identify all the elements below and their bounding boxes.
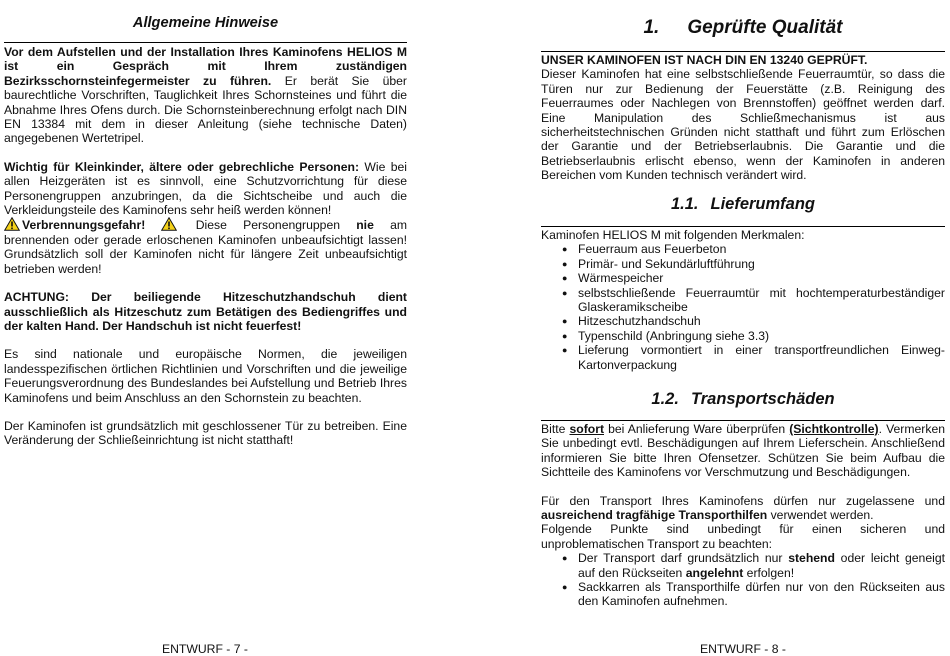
heading-scope-of-delivery (541, 194, 945, 214)
visual-check-bold: (Sichtkontrolle) (789, 422, 879, 436)
leaned-bold: angelehnt (685, 565, 744, 580)
transport-item-text-2: oder leicht geneigt auf den Rückseiten (578, 551, 945, 580)
heading-transport-title: Transportschäden (690, 390, 835, 408)
inspection-text: Bitte (541, 422, 570, 436)
transport-points-intro: Folgende Punkte sind unbedingt für einen sicheren und unproblematischen Transport zu beachten: (541, 522, 945, 551)
inspection-text-3: . Vermerken Sie unbedingt evtl. Beschädigungen auf Ihrem Lieferschein. Anschließend informieren Sie bitte Ihren Ofensetzer. Schützen Sie beim Aufbau die Sichtteile des Kaminofens vor Verschmutzung und Beschädigungen. (541, 422, 945, 480)
inspection-paragraph (541, 422, 945, 480)
children-warning-bold: Wichtig für Kleinkinder, ältere oder gebrechliche Personen: (4, 159, 360, 174)
burn-hazard-paragraph (4, 217, 407, 276)
list-item: ● Sackkarren als Transporthilfe dürfen nur von den Rückseiten aus den Kaminofen aufnehmen. (541, 580, 945, 609)
scope-intro: Kaminofen HELIOS M mit folgenden Merkmalen: (541, 228, 805, 242)
glove-notice: ACHTUNG: Der beiliegende Hitzeschutzhandschuh dient ausschließlich als Hitzeschutz zum Betätigen des Bediengriffes und der kalten Hand. Der Handschuh ist nicht feuerfest! (4, 290, 407, 333)
burn-hazard-label: Verbrennungsgefahr! (22, 218, 146, 233)
immediately-bold: sofort (569, 422, 604, 436)
transport-item-text: Der Transport darf grundsätzlich nur (578, 551, 789, 566)
heading-quality (541, 16, 945, 40)
list-item: ● Hitzeschutzhandschuh (541, 314, 945, 328)
intro-rest: Er berät Sie über baurechtliche Vorschriften, Tauglichkeit Ihres Schornsteines und führt die Abnahme Ihres Ofens durch. Die Schornsteinberechnung erfolgt nach DIN EN 13384 mit dem in dieser Anleitung (siehe technische Daten) angegebenen Wertetripel. (4, 73, 407, 146)
din-certified-line: UNSER KAMINOFEN IST NACH DIN EN 13240 GEPRÜFT. (541, 53, 868, 67)
list-item: ● selbstschließende Feuerraumtür mit hochtemperaturbeständiger Glaskeramikscheibe (541, 286, 945, 315)
heading-transport-number: 1.2. (651, 390, 679, 408)
list-item: ● Typenschild (Anbringung siehe 3.3) (541, 329, 945, 343)
quality-text: Dieser Kaminofen hat eine selbstschließende Feuerraumtür, so dass die Türen nur zur Bedienung der Feuerstätte (z.B. Reinigung des Feuerraumes oder Nachlegen von Brennstoffen) geöffnet werden darf. Eine Manipulation des Schließmechanismus ist aus sicherheitstechnischen Gründen nicht statthaft und führt zum Erlöschen der Garantie und der Betriebserlaubnis. Die Garantie und die Betriebserlaubnis erlischt ebenso, wenn der Kaminofen in anderen Bereichen vom Kunden technisch verändert wird. (541, 67, 945, 183)
warning-triangle-icon (161, 217, 177, 231)
left-page-title: Allgemeine Hinweise (132, 15, 279, 31)
list-item: ● Feuerraum aus Feuerbeton (541, 242, 945, 256)
norms-paragraph: Es sind nationale und europäische Normen, die jeweiligen landesspezifischen örtlichen Richtlinien und Vorschriften und die jeweilige Feuerungsverordnung des Bundeslandes bei Aufstellung und Betrieb Ihres Kaminofens und beim Anschluss an den Schornstein zu beachten. (4, 347, 407, 405)
transport-list (541, 551, 945, 609)
heading-scope-number: 1.1. (670, 195, 699, 213)
warning-triangle-icon (4, 217, 20, 231)
transport-aids-paragraph (541, 494, 945, 523)
transport-aids-text-2: verwendet werden. (767, 508, 874, 523)
heading-quality-title: Geprüfte Qualität (687, 17, 843, 38)
transport-section (541, 420, 945, 609)
left-page-footer: ENTWURF - 7 - (162, 642, 248, 656)
heading-scope-title: Lieferumfang (710, 195, 816, 213)
transport-aids-text: Für den Transport Ihres Kaminofens dürfen nur zugelassene und (541, 493, 945, 508)
left-page-body (4, 42, 407, 448)
list-item: ● Primär- und Sekundärluftführung (541, 257, 945, 271)
quality-section (541, 51, 945, 183)
transport-item-text-3: erfolgen! (743, 565, 795, 580)
intro-bold: Vor dem Aufstellen und der Installation Ihres Kaminofens HELIOS M ist ein Gespräch mit Ihrem zuständigen Bezirksschornsteinfegermeister zu führen. (4, 45, 407, 88)
children-warning-paragraph (4, 160, 407, 218)
scope-section (541, 226, 945, 372)
list-item (541, 551, 945, 580)
children-warning-rest: Wie bei allen Heizgeräten ist es sinnvoll, eine Schutzvorrichtung für diese Personengruppen anzubringen, da die Sichtscheibe und auch die Verkleidungsteile des Kaminofens sehr heiß werden können! (4, 159, 407, 218)
heading-transport-damage (541, 389, 945, 409)
right-page-footer: ENTWURF - 8 - (700, 642, 786, 656)
never-bold: nie (356, 218, 374, 233)
upright-bold: stehend (788, 551, 835, 566)
intro-paragraph (4, 45, 407, 146)
inspection-text-2: bei Anlieferung Ware überprüfen (604, 422, 790, 436)
scope-list (541, 242, 945, 372)
list-item: ● Wärmespeicher (541, 271, 945, 285)
list-item: ● Lieferung vormontiert in einer transportfreundlichen Einweg-Kartonverpackung (541, 343, 945, 372)
door-paragraph: Der Kaminofen ist grundsätzlich mit geschlossener Tür zu betreiben. Eine Veränderung der Schließeinrichtung ist nicht statthaft! (4, 418, 407, 448)
heading-quality-number: 1. (643, 17, 660, 38)
burn-hazard-text: Diese Personengruppen (179, 218, 357, 233)
burn-hazard-text-after: am brennenden oder gerade erloschenen Kaminofen unbeaufsichtigt lassen! Grundsätzlich soll der Kaminofen nicht für längere Zeit unbeaufsichtigt betrieben werden! (4, 218, 408, 276)
transport-aids-bold: ausreichend tragfähige Transporthilfen (541, 508, 768, 523)
